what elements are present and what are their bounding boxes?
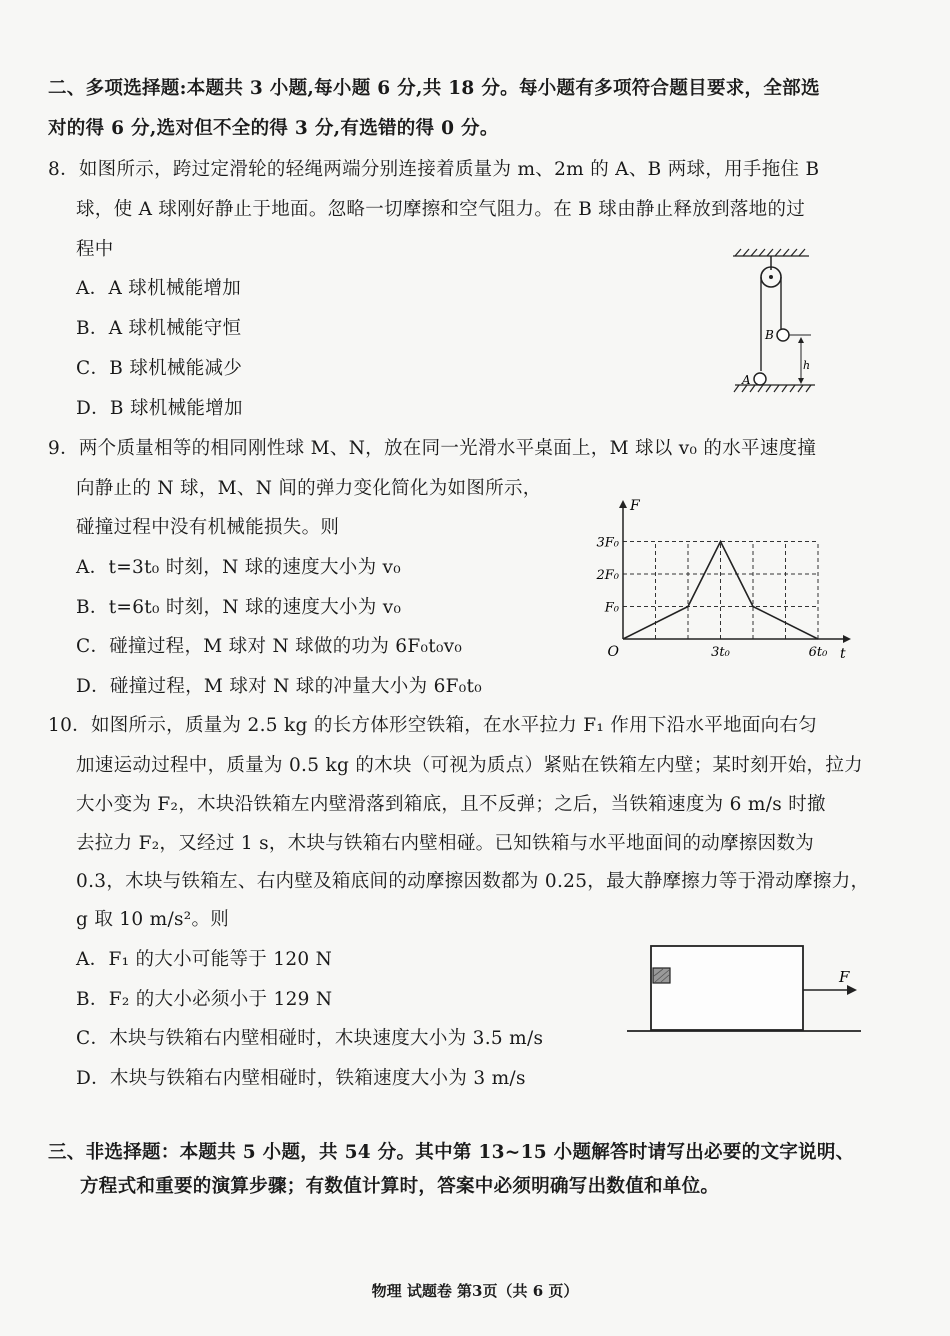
ball-b <box>777 329 789 341</box>
section3-header-line1: 三、非选择题：本题共 5 小题，共 54 分。其中第 13~15 小题解答时请写出必要的文字说明、 <box>48 1142 855 1163</box>
ball-a <box>754 373 766 385</box>
ceiling-hatch <box>733 249 809 256</box>
q9-option-a[interactable]: A．t=3t₀ 时刻，N 球的速度大小为 v₀ <box>76 557 402 578</box>
q10-stem-line3: 大小变为 F₂，木块沿铁箱左内壁滑落到箱底，且不反弹；之后，当铁箱速度为 6 m/s 时撤 <box>76 794 826 815</box>
q8-option-c[interactable]: C．B 球机械能减少 <box>76 358 243 379</box>
origin-label: O <box>607 644 619 660</box>
q10-stem-line4: 去拉力 F₂，又经过 1 s，木块与铁箱右内壁相碰。已知铁箱与水平地面间的动摩擦因数为 <box>76 833 815 854</box>
q8-stem-line3: 程中 <box>76 239 114 260</box>
q10-stem-line5: 0.3，木块与铁箱左、右内壁及箱底间的动摩擦因数都为 0.25，最大静摩擦力等于滑动摩擦力， <box>76 871 870 892</box>
y-axis-label: F <box>630 498 640 514</box>
q10-option-b[interactable]: B．F₂ 的大小必须小于 129 N <box>76 989 333 1010</box>
label-h: h <box>803 359 811 372</box>
y-tick-label: 2F₀ <box>596 568 619 583</box>
iron-box <box>651 946 803 1030</box>
q8-stem-line1: 8．如图所示，跨过定滑轮的轻绳两端分别连接着质量为 m、2m 的 A、B 两球，用手拖住 B <box>48 159 820 180</box>
q9-option-b[interactable]: B．t=6t₀ 时刻，N 球的速度大小为 v₀ <box>76 597 402 618</box>
q10-option-a[interactable]: A．F₁ 的大小可能等于 120 N <box>76 949 333 970</box>
y-tick-label: 3F₀ <box>596 535 619 551</box>
ground-hatch <box>734 385 815 392</box>
q9-option-c[interactable]: C．碰撞过程，M 球对 N 球做的功为 6F₀t₀v₀ <box>76 636 463 657</box>
q10-stem-line2: 加速运动过程中，质量为 0.5 kg 的木块（可视为质点）紧贴在铁箱左内壁；某时刻开始，拉力 <box>76 755 863 776</box>
section2-header-line2: 对的得 6 分,选对但不全的得 3 分,有选错的得 0 分。 <box>48 118 499 139</box>
section2-header-line1: 二、多项选择题:本题共 3 小题,每小题 6 分,共 18 分。每小题有多项符合题目要求，全部选 <box>48 78 820 99</box>
section3-header-line2: 方程式和重要的演算步骤；有数值计算时，答案中必须明确写出数值和单位。 <box>80 1176 720 1197</box>
q8-option-a[interactable]: A．A 球机械能增加 <box>76 278 242 299</box>
y-axis-arrow <box>619 500 627 508</box>
pulley-figure <box>725 245 825 400</box>
q8-option-b[interactable]: B．A 球机械能守恒 <box>76 318 242 339</box>
x-axis-label: t <box>840 646 846 662</box>
y-tick-label: F₀ <box>604 600 619 616</box>
q10-option-c[interactable]: C．木块与铁箱右内壁相碰时，木块速度大小为 3.5 m/s <box>76 1028 544 1049</box>
label-a: A <box>742 373 751 387</box>
q9-stem-line3: 碰撞过程中没有机械能损失。则 <box>76 517 340 538</box>
x-tick-label: 6t₀ <box>808 645 828 660</box>
q9-stem-line2: 向静止的 N 球，M、N 间的弹力变化简化为如图所示， <box>76 478 542 499</box>
q9-option-d[interactable]: D．碰撞过程，M 球对 N 球的冲量大小为 6F₀t₀ <box>76 676 482 697</box>
force-time-chart <box>585 492 855 667</box>
q9-stem-line1: 9．两个质量相等的相同刚性球 M、N，放在同一光滑水平桌面上，M 球以 v₀ 的水平速度撞 <box>48 438 817 459</box>
x-axis-arrow <box>843 635 851 643</box>
q8-option-d[interactable]: D．B 球机械能增加 <box>76 398 243 419</box>
q10-option-d[interactable]: D．木块与铁箱右内壁相碰时，铁箱速度大小为 3 m/s <box>76 1068 526 1089</box>
q10-stem-line1: 10．如图所示，质量为 2.5 kg 的长方体形空铁箱，在水平拉力 F₁ 作用下沿水平地面向右匀 <box>48 715 818 736</box>
label-b: B <box>765 328 774 342</box>
x-tick-label: 3t₀ <box>711 645 730 660</box>
iron-box-figure <box>625 938 865 1038</box>
label-f: F <box>839 968 850 986</box>
page-footer: 物理 试题卷 第3页（共 6 页） <box>371 1282 579 1300</box>
q8-stem-line2: 球，使 A 球刚好静止于地面。忽略一切摩擦和空气阻力。在 B 球由静止释放到落地的过 <box>76 199 806 220</box>
q10-stem-line6: g 取 10 m/s²。则 <box>76 909 230 930</box>
